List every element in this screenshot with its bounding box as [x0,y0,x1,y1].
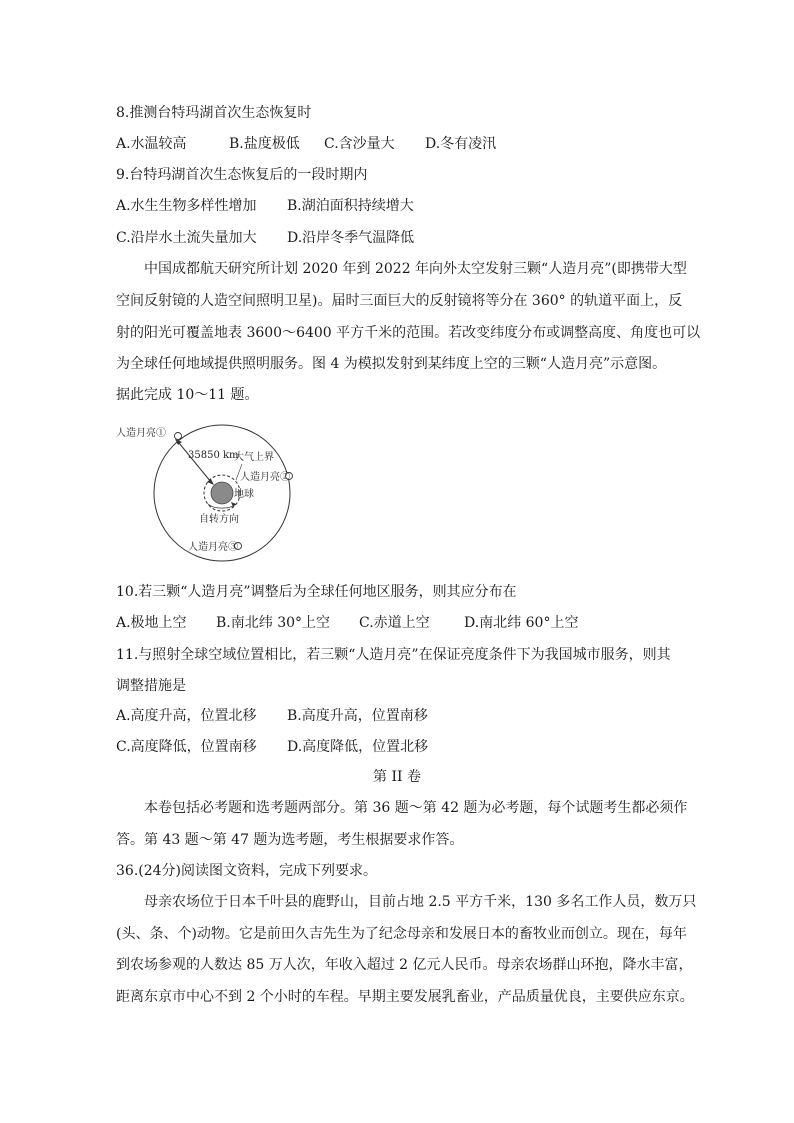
moon-1-marker [175,433,182,440]
question-36-line-2: (头、条、个)动物。它是前田久吉先生为了纪念母亲和发展日本的畜牧业而创立。现在，每年 [116,926,687,942]
section-2-intro-line-1: 本卷包括必考题和选考题两部分。第 36 题～第 42 题为必考题，每个试题考生都必须作 [144,800,688,816]
moon-3-label: 人造月亮③ [188,542,238,553]
question-8-option-b: B.盐度极低 [229,136,300,152]
distance-arrow [179,443,211,482]
rotation-label: 自转方向 [199,514,239,525]
passage-line-5: 据此完成 10～11 题。 [116,387,259,403]
question-11-option-d: D.高度降低，位置北移 [287,739,429,755]
distance-label: 35850 km [188,450,239,461]
question-11-option-b: B.高度升高，位置南移 [287,708,428,724]
question-10-option-d: D.南北纬 60°上空 [464,615,579,631]
question-11-option-c: C.高度降低，位置南移 [116,739,257,755]
question-9-option-b: B.湖泊面积持续增大 [287,198,414,214]
question-8-stem: 8.推测台特玛湖首次生态恢复时 [116,105,312,121]
atmosphere-label: 大气上界 [234,452,274,463]
section-2-title: 第 II 卷 [373,769,421,785]
question-10-option-b: B.南北纬 30°上空 [216,615,331,631]
moon-1-label: 人造月亮① [116,428,166,439]
earth-label: 地球 [234,489,254,500]
question-9-option-d: D.沿岸冬季气温降低 [287,230,415,246]
question-9-option-a: A.水生生物多样性增加 [116,198,257,214]
question-36-line-1: 母亲农场位于日本千叶县的鹿野山，目前占地 2.5 平方千米，130 多名工作人员，数万只 [144,894,697,910]
passage-line-1: 中国成都航天研究所计划 2020 年到 2022 年向外太空发射三颗“人造月亮”(即携带大型 [144,261,687,277]
question-11-stem-line-1: 11.与照射全球空域位置相比，若三颗“人造月亮”在保证亮度条件下为我国城市服务，则其 [116,647,671,663]
arrow-head-end [207,479,214,485]
question-11-option-a: A.高度升高，位置北移 [116,708,257,724]
passage-line-3: 射的阳光可覆盖地表 3600～6400 平方千米的范围。若改变纬度分布或调整高度、角度也可以 [116,325,701,341]
question-36-line-3: 到农场参观的人数达 85 万人次，年收入超过 2 亿元人民币。母亲农场群山环抱，降水丰富， [116,957,693,973]
question-10-option-c: C.赤道上空 [359,615,430,631]
earth-globe [211,482,233,504]
question-11-stem-line-2: 调整措施是 [116,678,186,694]
moon-2-label: 人造月亮② [240,472,290,483]
passage-line-2: 空间反射镜的人造空间照明卫星)。届时三面巨大的反射镜将等分在 360° 的轨道平面上，反 [116,293,683,309]
passage-line-4: 为全球任何地域提供照明服务。图 4 为模拟发射到某纬度上空的三颗“人造月亮”示意图。 [116,356,667,372]
question-9-option-c: C.沿岸水土流失量加大 [116,230,257,246]
satellite-orbit-figure [112,418,312,568]
question-36-stem: 36.(24分)阅读图文资料，完成下列要求。 [116,863,378,879]
question-10-stem: 10.若三颗“人造月亮”调整后为全球任何地区服务，则其应分布在 [116,584,517,600]
section-2-intro-line-2: 答。第 43 题～第 47 题为选考题，考生根据要求作答。 [116,832,464,848]
question-9-stem: 9.台特玛湖首次生态恢复后的一段时期内 [116,167,368,183]
question-10-option-a: A.极地上空 [116,615,187,631]
question-8-option-a: A.水温较高 [116,136,187,152]
question-8-option-d: D.冬有凌汛 [425,136,497,152]
question-36-line-4: 距离东京市中心不到 2 个小时的车程。早期主要发展乳畜业，产品质量优良，主要供应东京。 [116,989,694,1005]
question-8-option-c: C.含沙量大 [324,136,395,152]
